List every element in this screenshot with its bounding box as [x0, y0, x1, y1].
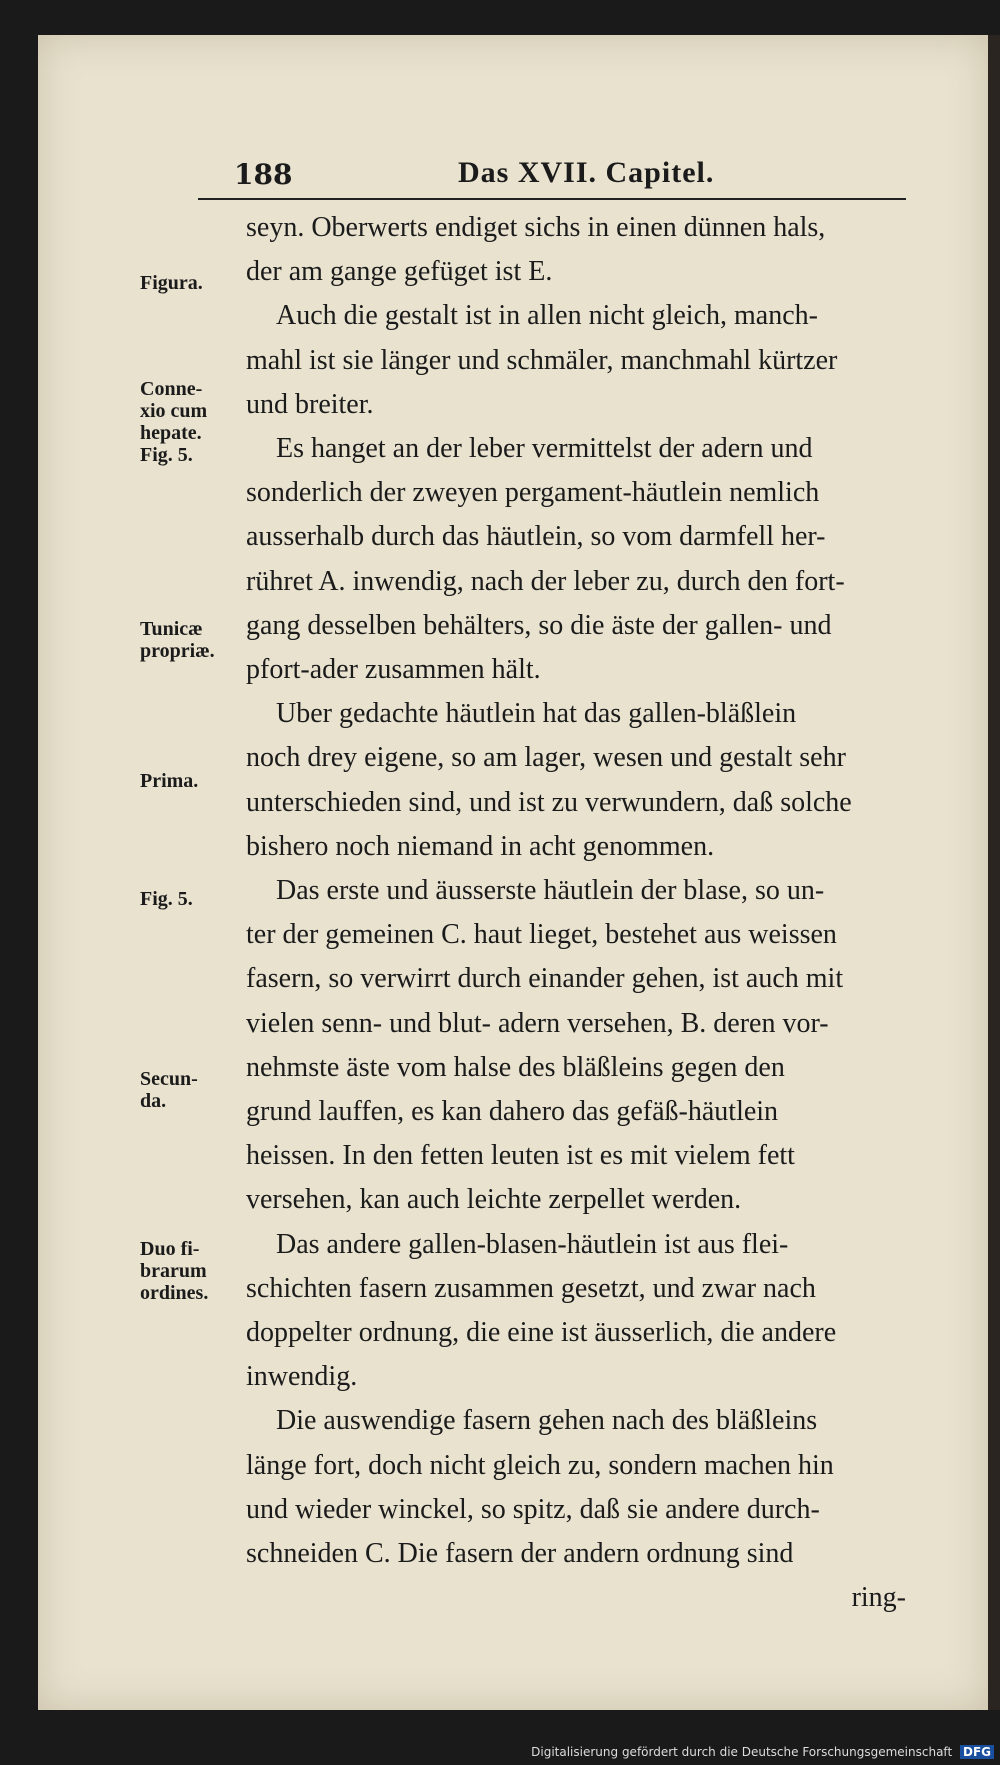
running-head: Das XVII. Capitel. [458, 156, 715, 189]
text-line: Das erste und äusserste häutlein der blase, so un- [276, 875, 825, 907]
text-line: und wieder winckel, so spitz, daß sie andere durch- [246, 1493, 820, 1525]
margin-note-connexio [140, 378, 207, 466]
text-line: versehen, kan auch leichte zerpellet werden. [246, 1184, 742, 1216]
text-line: rühret A. inwendig, nach der leber zu, durch den fort- [246, 565, 845, 597]
text-line: heissen. In den fetten leuten ist es mit vielem fett [246, 1140, 795, 1172]
text-line: gang desselben behälters, so die äste der gallen- und [246, 609, 832, 641]
text-line: seyn. Oberwerts endiget sichs in einen dünnen hals, [246, 212, 826, 243]
text-line: pfort-ader zusammen hält. [246, 654, 541, 686]
text-line: Uber gedachte häutlein hat das gallen-bläßlein [276, 698, 797, 730]
margin-note-line: xio cum [140, 400, 208, 422]
margin-note-secunda [140, 1068, 198, 1112]
text-line: nehmste äste vom halse des bläßleins gegen den [246, 1051, 785, 1083]
text-line: ausserhalb durch das häutlein, so vom darmfell her- [246, 521, 826, 553]
text-line: fasern, so verwirrt durch einander gehen, ist auch mit [246, 963, 844, 995]
margin-note-prima [140, 770, 198, 792]
text-line: bishero noch niemand in acht genommen. [246, 830, 715, 862]
margin-note-line: propriæ. [140, 640, 215, 662]
margin-note-line: Conne- [140, 378, 203, 400]
margin-note-line: Secun- [140, 1068, 198, 1090]
text-line: unterschieden sind, und ist zu verwundern, daß solche [246, 786, 852, 818]
book-spine [988, 35, 1000, 1710]
margin-note-line: Fig. 5. [140, 888, 193, 910]
text-line: ring- [851, 1582, 906, 1614]
dfg-logo: DFG [960, 1745, 994, 1759]
page-header [198, 152, 906, 200]
margin-note-line: Duo fi- [140, 1238, 200, 1260]
text-line: Auch die gestalt ist in allen nicht gleich, manch- [276, 300, 818, 332]
margin-note-line: hepate. [140, 422, 202, 444]
text-line: grund lauffen, es kan dahero das gefäß-häutlein [246, 1096, 779, 1128]
margin-note-tunicae [140, 618, 215, 662]
text-line: mahl ist sie länger und schmäler, manchmahl kürtzer [246, 344, 838, 376]
text-line: und breiter. [246, 388, 374, 420]
margin-note-line: brarum [140, 1260, 207, 1282]
text-line: noch drey eigene, so am lager, wesen und gestalt sehr [246, 742, 846, 774]
margin-note-line: Prima. [140, 770, 199, 792]
footer-text: Digitalisierung gefördert durch die Deutsche Forschungsgemeinschaft [531, 1745, 953, 1759]
text-line: ter der gemeinen C. haut lieget, bestehet aus weissen [246, 919, 837, 951]
text-line: der am gange gefüget ist E. [246, 256, 553, 288]
margin-note-duo [140, 1238, 208, 1304]
text-line: schneiden C. Die fasern der andern ordnung sind [246, 1538, 794, 1570]
text-line: Es hanget an der leber vermittelst der adern und [276, 433, 813, 465]
text-line: länge fort, doch nicht gleich zu, sondern machen hin [246, 1449, 834, 1481]
text-line: doppelter ordnung, die eine ist äusserlich, die andere [246, 1317, 837, 1349]
margin-note-figura [140, 272, 203, 294]
margin-note-fig5 [140, 888, 193, 910]
margin-note-line: Figura. [140, 272, 203, 294]
text-line: Die auswendige fasern gehen nach des bläßleins [276, 1405, 818, 1437]
margin-note-line: Tunicæ [140, 618, 203, 640]
margin-note-line: Fig. 5. [140, 444, 193, 466]
text-line: vielen senn- und blut- adern versehen, B. deren vor- [246, 1007, 829, 1039]
text-line: inwendig. [246, 1361, 358, 1393]
margin-note-line: ordines. [140, 1282, 209, 1304]
margin-note-line: da. [140, 1090, 167, 1112]
page-number: 188 [234, 158, 293, 191]
body-text [246, 206, 906, 1621]
footer-credit [531, 1745, 994, 1759]
text-line: Das andere gallen-blasen-häutlein ist aus flei- [276, 1228, 789, 1260]
text-line: schichten fasern zusammen gesetzt, und zwar nach [246, 1272, 816, 1304]
text-line: sonderlich der zweyen pergament-häutlein nemlich [246, 477, 820, 509]
